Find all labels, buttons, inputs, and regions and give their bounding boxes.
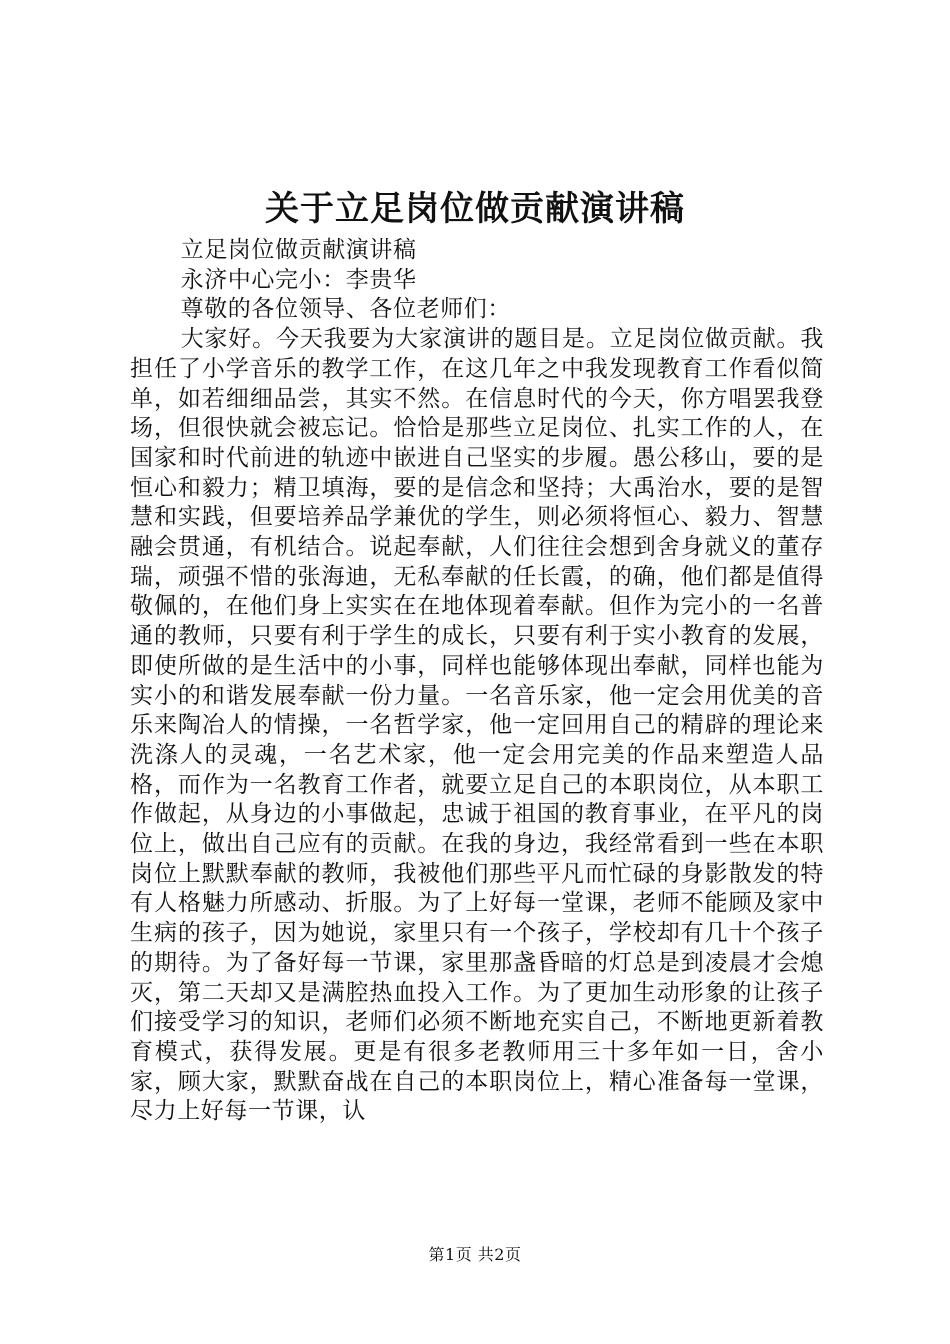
document-title: 关于立足岗位做贡献演讲稿 [265,189,685,229]
page-number: 第1页 共2页 [428,1245,522,1264]
document-body [130,236,824,1127]
author-line: 永济中心完小：李贵华 [180,266,417,293]
salutation-line: 尊敬的各位领导、各位老师们： [180,296,511,323]
subtitle-line: 立足岗位做贡献演讲稿 [180,237,417,263]
page-footer [0,1244,950,1266]
body-paragraph: 大家好。今天我要为大家演讲的题目是。立足岗位做贡献。我担任了小学音乐的教学工作，在这几年之中我发现教育工作看似简单，如若细细品尝，其实不然。在信息时代的今天，你方唱罢我登场，但很快就会被忘记。恰恰是那些立足岗位、扎实工作的人，在国家和时代前进的轨迹中嵌进自己坚实的步履。愚公移山，要的是恒心和毅力；精卫填海，要的是信念和坚持；大禹治水，要的是智慧和实践，但要培养品学兼优的学生，则必须将恒心、毅力、智慧融会贯通，有机结合。说起奉献，人们往往会想到舍身就义的董存瑞，顽强不惜的张海迪，无私奉献的任长霞，的确，他们都是值得敬佩的，在他们身上实实在在地体现着奉献。但作为完小的一名普通的教师，只要有利于学生的成长，只要有利于实小教育的发展，即使所做的是生活中的小事，同样也能够体现出奉献，同样也能为实小的和谐发展奉献一份力量。一名音乐家，他一定会用优美的音乐来陶冶人的情操，一名哲学家，他一定回用自己的精辟的理论来洗涤人的灵魂，一名艺术家，他一定会用完美的作品来塑造人品格，而作为一名教育工作者，就要立足自己的本职岗位，从本职工作做起，从身边的小事做起，忠诚于祖国的教育事业，在平凡的岗位上，做出自己应有的贡献。在我的身边，我经常看到一些在本职岗位上默默奉献的教师，我被他们那些平凡而忙碌的身影散发的特有人格魅力所感动、折服。为了上好每一堂课，老师不能顾及家中生病的孩子，因为她说，家里只有一个孩子，学校却有几十个孩子的期待。为了备好每一节课，家里那盏昏暗的灯总是到凌晨才会熄灭，第二天却又是满腔热血投入工作。为了更加生动形象的让孩子们接受学习的知识，老师们必须不断地充实自己，不断地更新着教育模式，获得发展。更是有很多老教师用三十多年如一日，舍小家，顾大家，默默奋战在自己的本职岗位上，精心准备每一堂课，尽力上好每一节课，认 [130,326,824,1125]
